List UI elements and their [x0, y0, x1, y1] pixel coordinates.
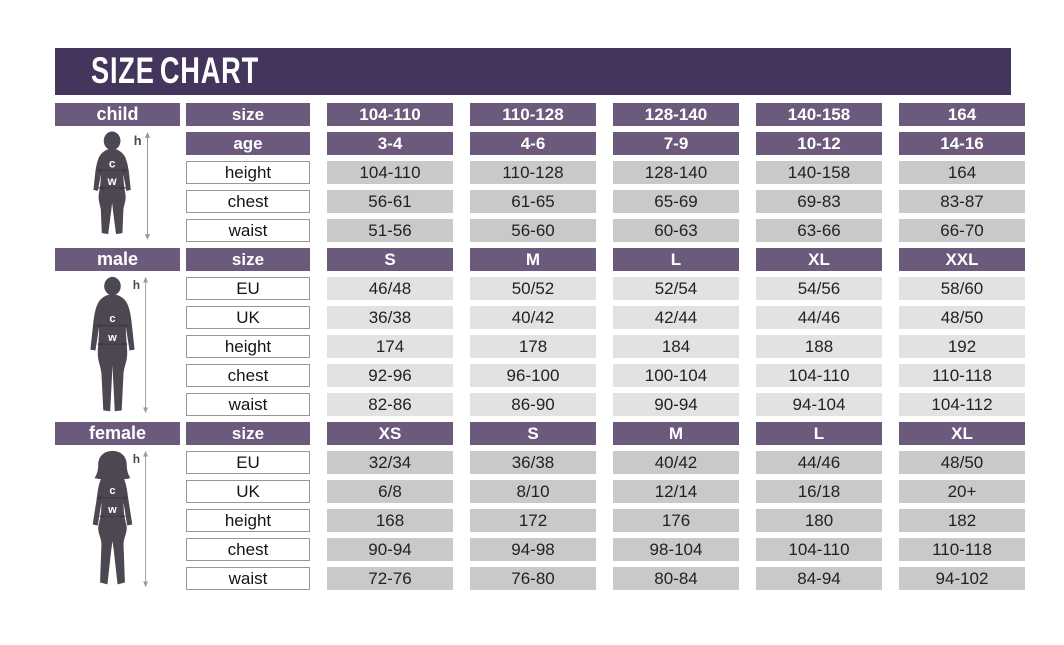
child-row-age — [186, 132, 1025, 155]
child-waist-label: waist — [186, 219, 310, 242]
female-waist-value-1: 76-80 — [470, 567, 596, 590]
female-chest-value-3: 104-110 — [756, 538, 882, 561]
female-waist-label: waist — [186, 567, 310, 590]
child-chest-value-0: 56-61 — [327, 190, 453, 213]
child-age-value-1: 4-6 — [470, 132, 596, 155]
child-row-waist — [186, 219, 1025, 242]
female-UK-value-1: 8/10 — [470, 480, 596, 503]
male-waist-value-2: 90-94 — [613, 393, 739, 416]
child-chest-value-2: 65-69 — [613, 190, 739, 213]
child-figure — [68, 126, 168, 242]
female-size-label: size — [186, 422, 310, 445]
male-EU-label: EU — [186, 277, 310, 300]
female-EU-value-3: 44/46 — [756, 451, 882, 474]
section-male — [55, 248, 1025, 416]
child-size-value-2: 128-140 — [613, 103, 739, 126]
female-size-value-1: S — [470, 422, 596, 445]
male-waist-value-4: 104-112 — [899, 393, 1025, 416]
female-height-value-4: 182 — [899, 509, 1025, 532]
female-EU-value-1: 36/38 — [470, 451, 596, 474]
section-female-side — [55, 422, 180, 590]
female-row-size — [186, 422, 1025, 445]
section-male-side — [55, 248, 180, 416]
section-female — [55, 422, 1025, 590]
male-chest-value-4: 110-118 — [899, 364, 1025, 387]
male-size-value-4: XXL — [899, 248, 1025, 271]
child-size-value-4: 164 — [899, 103, 1025, 126]
female-height-value-2: 176 — [613, 509, 739, 532]
female-size-value-2: M — [613, 422, 739, 445]
male-waist-label: waist — [186, 393, 310, 416]
male-row-waist — [186, 393, 1025, 416]
female-height-value-1: 172 — [470, 509, 596, 532]
child-age-label: age — [186, 132, 310, 155]
male-row-height — [186, 335, 1025, 358]
male-figure — [68, 271, 168, 416]
female-UK-value-2: 12/14 — [613, 480, 739, 503]
male-size-value-2: L — [613, 248, 739, 271]
female-EU-value-2: 40/42 — [613, 451, 739, 474]
female-chest-value-2: 98-104 — [613, 538, 739, 561]
waist-letter: w — [107, 504, 117, 517]
male-height-value-3: 188 — [756, 335, 882, 358]
male-UK-label: UK — [186, 306, 310, 329]
section-female-rows — [186, 422, 1025, 590]
child-height-value-3: 140-158 — [756, 161, 882, 184]
chest-letter: c — [108, 485, 116, 498]
male-height-value-1: 178 — [470, 335, 596, 358]
child-age-value-4: 14-16 — [899, 132, 1025, 155]
female-waist-value-2: 80-84 — [613, 567, 739, 590]
female-EU-label: EU — [186, 451, 310, 474]
male-row-UK — [186, 306, 1025, 329]
male-chest-value-0: 92-96 — [327, 364, 453, 387]
child-chest-value-1: 61-65 — [470, 190, 596, 213]
male-waist-value-1: 86-90 — [470, 393, 596, 416]
female-size-value-3: L — [756, 422, 882, 445]
child-waist-value-4: 66-70 — [899, 219, 1025, 242]
male-height-value-0: 174 — [327, 335, 453, 358]
female-waist-value-4: 94-102 — [899, 567, 1025, 590]
chest-letter: c — [108, 313, 116, 325]
male-UK-value-4: 48/50 — [899, 306, 1025, 329]
child-size-value-1: 110-128 — [470, 103, 596, 126]
female-row-waist — [186, 567, 1025, 590]
child-silhouette-icon — [68, 131, 168, 241]
height-letter: h — [132, 277, 140, 292]
male-size-label: size — [186, 248, 310, 271]
height-letter: h — [132, 451, 140, 466]
child-age-value-2: 7-9 — [613, 132, 739, 155]
female-silhouette-icon — [68, 450, 168, 588]
male-size-value-1: M — [470, 248, 596, 271]
child-chest-value-3: 69-83 — [756, 190, 882, 213]
child-chest-label: chest — [186, 190, 310, 213]
section-label-male: male — [55, 248, 180, 271]
child-row-height — [186, 161, 1025, 184]
child-height-value-4: 164 — [899, 161, 1025, 184]
female-EU-value-4: 48/50 — [899, 451, 1025, 474]
female-row-chest — [186, 538, 1025, 561]
section-label-child: child — [55, 103, 180, 126]
male-silhouette-icon — [68, 276, 168, 414]
male-UK-value-3: 44/46 — [756, 306, 882, 329]
female-UK-value-3: 16/18 — [756, 480, 882, 503]
child-waist-value-3: 63-66 — [756, 219, 882, 242]
female-row-UK — [186, 480, 1025, 503]
waist-letter: w — [107, 175, 117, 189]
male-EU-value-0: 46/48 — [327, 277, 453, 300]
child-height-label: height — [186, 161, 310, 184]
female-height-label: height — [186, 509, 310, 532]
page-title: SIZE CHART — [91, 50, 259, 92]
male-height-label: height — [186, 335, 310, 358]
male-EU-value-3: 54/56 — [756, 277, 882, 300]
section-child-side — [55, 103, 180, 242]
male-size-value-3: XL — [756, 248, 882, 271]
waist-letter: w — [107, 331, 117, 344]
female-height-value-3: 180 — [756, 509, 882, 532]
male-row-chest — [186, 364, 1025, 387]
size-chart-table — [55, 103, 1025, 596]
section-child-rows — [186, 103, 1025, 242]
female-UK-value-4: 20+ — [899, 480, 1025, 503]
male-EU-value-1: 50/52 — [470, 277, 596, 300]
male-row-size — [186, 248, 1025, 271]
male-waist-value-0: 82-86 — [327, 393, 453, 416]
child-size-value-3: 140-158 — [756, 103, 882, 126]
female-row-EU — [186, 451, 1025, 474]
female-chest-value-0: 90-94 — [327, 538, 453, 561]
child-chest-value-4: 83-87 — [899, 190, 1025, 213]
female-figure — [68, 445, 168, 590]
male-size-value-0: S — [327, 248, 453, 271]
male-UK-value-0: 36/38 — [327, 306, 453, 329]
child-waist-value-0: 51-56 — [327, 219, 453, 242]
child-height-value-2: 128-140 — [613, 161, 739, 184]
chest-letter: c — [108, 157, 115, 171]
male-EU-value-4: 58/60 — [899, 277, 1025, 300]
female-height-value-0: 168 — [327, 509, 453, 532]
female-size-value-4: XL — [899, 422, 1025, 445]
child-row-chest — [186, 190, 1025, 213]
child-age-value-3: 10-12 — [756, 132, 882, 155]
male-UK-value-1: 40/42 — [470, 306, 596, 329]
female-size-value-0: XS — [327, 422, 453, 445]
female-row-height — [186, 509, 1025, 532]
child-waist-value-1: 56-60 — [470, 219, 596, 242]
height-letter: h — [133, 132, 142, 148]
child-size-label: size — [186, 103, 310, 126]
male-height-value-2: 184 — [613, 335, 739, 358]
section-child — [55, 103, 1025, 242]
male-chest-value-2: 100-104 — [613, 364, 739, 387]
section-label-female: female — [55, 422, 180, 445]
male-waist-value-3: 94-104 — [756, 393, 882, 416]
male-chest-value-1: 96-100 — [470, 364, 596, 387]
male-row-EU — [186, 277, 1025, 300]
child-size-value-0: 104-110 — [327, 103, 453, 126]
child-waist-value-2: 60-63 — [613, 219, 739, 242]
female-waist-value-0: 72-76 — [327, 567, 453, 590]
child-row-size — [186, 103, 1025, 126]
female-waist-value-3: 84-94 — [756, 567, 882, 590]
section-male-rows — [186, 248, 1025, 416]
male-chest-value-3: 104-110 — [756, 364, 882, 387]
female-chest-label: chest — [186, 538, 310, 561]
female-EU-value-0: 32/34 — [327, 451, 453, 474]
child-height-value-0: 104-110 — [327, 161, 453, 184]
child-age-value-0: 3-4 — [327, 132, 453, 155]
female-chest-value-4: 110-118 — [899, 538, 1025, 561]
female-chest-value-1: 94-98 — [470, 538, 596, 561]
male-height-value-4: 192 — [899, 335, 1025, 358]
female-UK-value-0: 6/8 — [327, 480, 453, 503]
male-UK-value-2: 42/44 — [613, 306, 739, 329]
female-UK-label: UK — [186, 480, 310, 503]
child-height-value-1: 110-128 — [470, 161, 596, 184]
male-chest-label: chest — [186, 364, 310, 387]
male-EU-value-2: 52/54 — [613, 277, 739, 300]
title-bar — [55, 48, 1011, 95]
